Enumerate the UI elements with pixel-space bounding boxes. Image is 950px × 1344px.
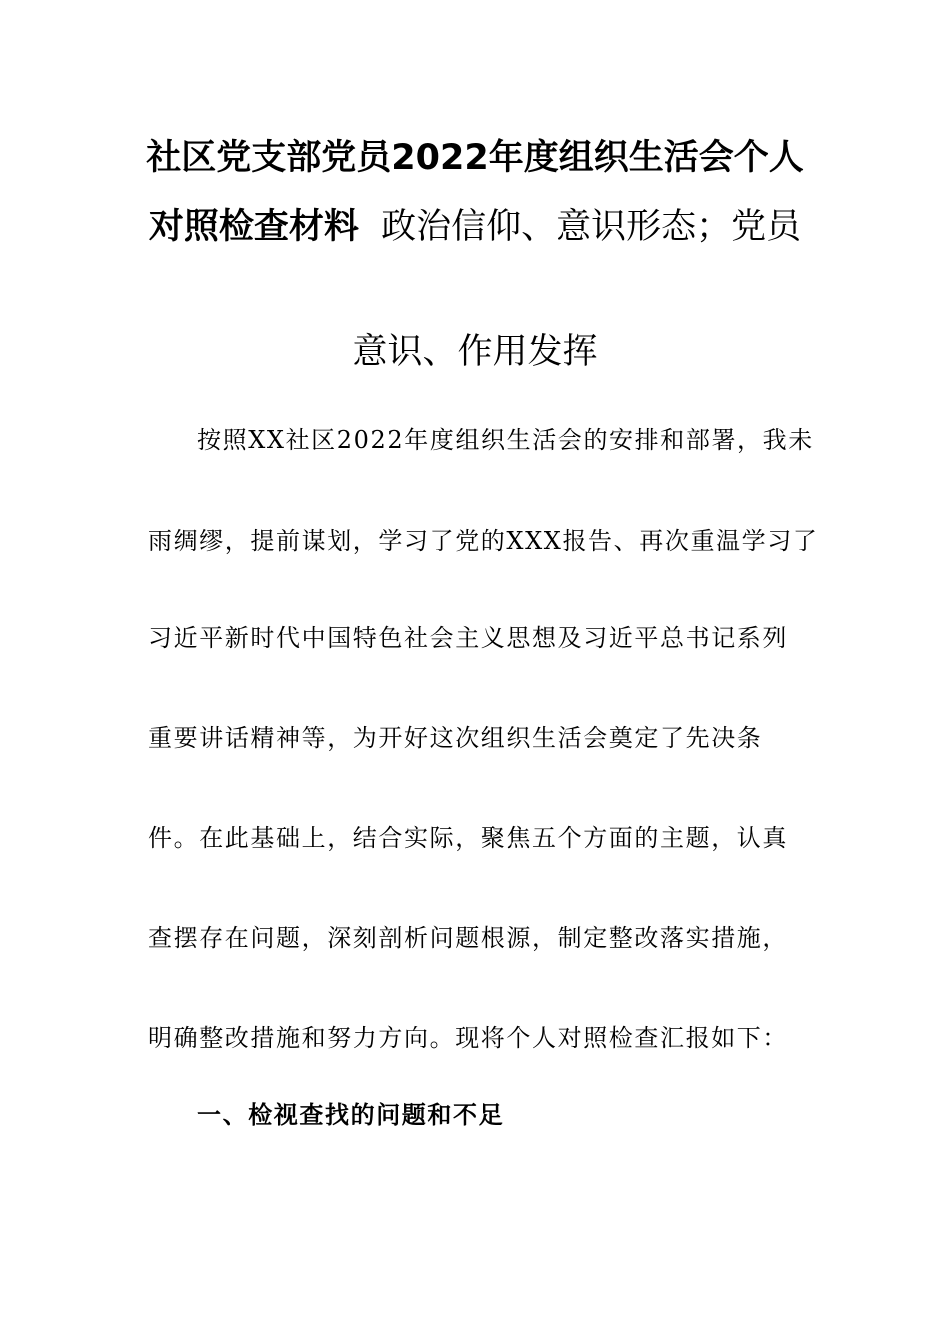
document-title-line-2 — [0, 205, 950, 249]
intro-paragraph-line: 件。在此基础上，结合实际，聚焦五个方面的主题，认真 — [148, 824, 788, 852]
intro-paragraph-line: 按照XX社区2022年度组织生活会的安排和部署，我未 — [197, 426, 814, 454]
document-title-line-3 — [0, 330, 950, 374]
intro-paragraph-line: 习近平新时代中国特色社会主义思想及习近平总书记系列 — [148, 624, 788, 652]
intro-paragraph-line: 重要讲话精神等，为开好这次组织生活会奠定了先决条 — [148, 724, 763, 752]
title-text-subtitle-continued: 意识、作用发挥 — [352, 332, 598, 372]
intro-paragraph-line: 明确整改措施和努力方向。现将个人对照检查汇报如下： — [148, 1024, 788, 1052]
section-heading: 一、检视查找的问题和不足 — [197, 1101, 505, 1129]
intro-paragraph-line: 查摆存在问题，深刻剖析问题根源，制定整改落实措施， — [148, 924, 788, 952]
title-text-subtitle: 政治信仰、意识形态；党员 — [358, 207, 802, 247]
document-title-line-1 — [0, 136, 950, 180]
title-text-bold: 对照检查材料 — [148, 207, 359, 247]
title-text: 社区党支部党员2022年度组织生活会个人 — [146, 138, 804, 178]
intro-paragraph-line: 雨绸缪，提前谋划，学习了党的XXX报告、再次重温学习了 — [148, 527, 819, 555]
